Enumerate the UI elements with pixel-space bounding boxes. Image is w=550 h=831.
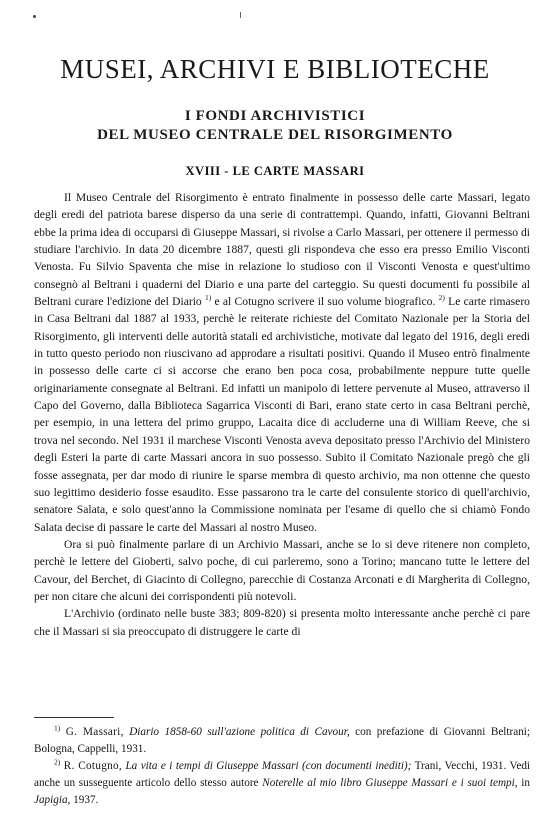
footnote-1-title: Diario 1858-60 sull'azione politica di Cavour, — [129, 726, 350, 738]
footnote-1-author: G. Massari, — [65, 726, 124, 738]
footnotes — [34, 724, 530, 809]
paragraph-1-part-c: Le carte rimasero in Casa Beltrani dal 1887 al 1933, perchè le reiterate richieste del Comitato Nazionale per la Storia del Risorgimento, gli interventi delle autorità statali ed archivistiche, motivate dal legato del 1916, degli eredi in tutto questo periodo non riuscivano ad approdare a risultati positivi. Quando il Museo entrò finalmente in possesso delle carte ci si accorse che erano ben poca cosa, probabilmente neppure tutte quelle originariamente consegnate al Beltrani. Ed infatti un manipolo di lettere pervenute al Museo, attraverso il Capo del Governo, dalla Biblioteca Sagarrica Visconti di Bari, erano state certo in casa Beltrani perchè, per esempio, in una lettera del primo gruppo, Lacaita dice di accluderne una di William Reeve, che si trova nel secondo. Nel 1931 il marchese Visconti Venosta aveva depositato presso l'Archivio del Ministero degli Esteri la parte di carte Massari ancora in suo possesso. Subito il Comitato Nazionale pregò che gli fosse assegnata, per dar modo di riunire le sparse membra di questo archivio, ma non ottenne che questo suo legittimo desiderio fosse esaudito. Esse passarono tra le carte del consulente storico di quell'archivio, senatore Salata, e solo quest'anno la Commissione nominata per l'esame di quello che si chiamò Fondo Salata decise di passare le carte del Massari al nostro Museo. — [34, 295, 530, 534]
paragraph-3: L'Archivio (ordinato nelle buste 383; 809-820) si presenta molto interessante anche perchè ci pare che il Massari si sia preoccupato di distruggere le carte di — [34, 607, 530, 638]
footnote-ref-1: 1) — [204, 293, 212, 303]
footnote-2-rest: Trani, Vecchi, 1931. Vedi anche un susseguente articolo dello stesso autore — [34, 760, 531, 789]
footnote-2-end: 1937. — [70, 794, 99, 806]
footnote-2 — [34, 758, 530, 809]
article-body — [34, 189, 530, 640]
footnote-2-connector: in — [517, 777, 530, 789]
margin-tick-mark — [240, 12, 241, 18]
paragraph-1 — [34, 189, 530, 536]
margin-dot-mark — [33, 15, 36, 18]
footnote-2-title: La vita e i tempi di Giuseppe Massari (con documenti inediti); — [125, 760, 412, 772]
article-title-line-2: DEL MUSEO CENTRALE DEL RISORGIMENTO — [97, 127, 453, 143]
footnote-1-rest: con prefazione di Giovanni Beltrani; Bologna, Cappelli, 1931. — [34, 726, 531, 755]
paragraph-2: Ora si può finalmente parlare di un Archivio Massari, anche se lo si deve ritenere non completo, perchè le lettere del Gioberti, salvo poche, di cui parleremo, sono a Torino; mancano tutte le lettere del Cavour, del Berchet, di Giacinto di Collegno, parecchie di Costanza Arconati e di Margherita di Collegno, per non citare che alcuni dei corrispondenti più notevoli. — [34, 537, 530, 603]
footnote-1 — [34, 724, 530, 758]
footnote-divider — [34, 717, 114, 718]
footnote-2-second-title: Noterelle al mio libro Giuseppe Massari e i suoi tempi, — [262, 777, 518, 789]
footnote-1-mark: 1) — [54, 723, 61, 733]
footnote-ref-2: 2) — [438, 293, 445, 303]
footnote-2-author: R. Cotugno, — [63, 760, 123, 772]
footnote-2-mark: 2) — [54, 757, 61, 767]
footnote-2-journal: Japigia, — [34, 794, 71, 806]
paragraph-1-part-b: e al Cotugno scrivere il suo volume biografico. — [211, 295, 436, 309]
paragraph-1-part-a: Il Museo Centrale del Risorgimento è entrato finalmente in possesso delle carte Massari, legato degli eredi del patriota barese disperso da una serie di contrattempi. Quando, infatti, Giovanni Beltrani ebbe la prima idea di occuparsi di Giuseppe Massari, si rivolse a Carlo Massari, per ottenere il permesso di studiare l'archivio. In data 20 dicembre 1887, questi gli rispondeva che esso era presso Emilio Visconti Venosta. Fu Silvio Spaventa che mise in relazione lo studioso con il Visconti Venosta e quest'ultimo consegnò al Beltrani i quaderni del Diario e una parte del carteggio. Su questi documenti fu possibile al Beltrani curare l'edizione del Diario — [34, 191, 530, 309]
page-title: MUSEI, ARCHIVI E BIBLIOTECHE — [60, 54, 490, 84]
article-title-line-1: I FONDI ARCHIVISTICI — [184, 108, 366, 124]
section-title: XVIII - LE CARTE MASSARI — [185, 164, 365, 178]
